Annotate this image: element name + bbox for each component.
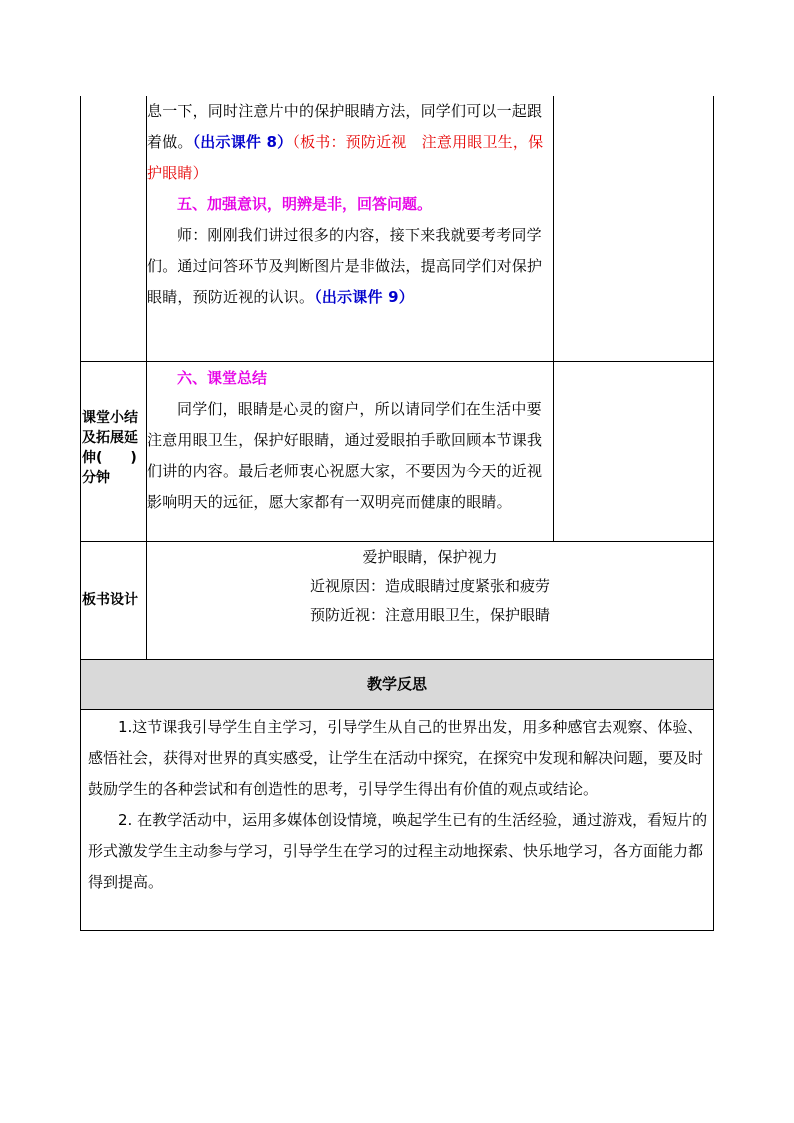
summary-paragraph: 同学们，眼睛是心灵的窗户，所以请同学们在生活中要注意用眼卫生，保护好眼睛，通过爱眼拍手歌回顾本节课我们讲的内容。最后老师衷心祝愿大家，不要因为今天的近视影响明天的远征，愿大家都有一双明亮而健康的眼睛。 [147,400,543,511]
summary-label: 课堂小结及拓展延伸( )分钟 [82,410,138,486]
board-design-content [147,543,713,630]
courseware-9-cue: （出示课件 9） [314,288,414,306]
reflection-paragraph-1: 1.这节课我引导学生自主学习，引导学生从自己的世界出发，用多种感官去观察、体验、感悟社会，获得对世界的真实感受，让学生在活动中探究，在探究中发现和解决问题，要及时鼓励学生的各种尝试和有创造性的思考，引导学生得出有价值的观点或结论。 [88,718,704,798]
board-line-3: 预防近视：注意用眼卫生，保护眼睛 [309,606,550,624]
courseware-8-cue: （出示课件 8） [192,133,293,151]
table-border-bottom [80,930,714,931]
row-divider-1 [80,361,714,362]
lesson-content-cell [147,96,553,313]
board-line-1: 爱护眼睛，保护视力 [362,548,498,566]
heading-section-6: 六、课堂总结 [177,369,268,387]
table-border-right [713,96,714,931]
summary-content-cell [147,363,553,518]
heading-section-5: 五、加强意识，明辨是非，回答问题。 [177,195,433,213]
row-divider-2 [80,541,714,542]
paragraph-2 [147,220,553,313]
table-border-left [80,96,81,931]
board-design-label: 板书设计 [82,592,138,608]
row-divider-4 [80,709,714,710]
reflection-title: 教学反思 [366,675,427,693]
paragraph-2-text: 师：刚刚我们讲过很多的内容，接下来我就要考考同学们。通过问答环节及判断图片是非做法，提高同学们对保护眼睛，预防近视的认识。 [147,226,543,306]
reflection-header [81,660,713,709]
board-note: （板书：预防近视 注意用眼卫生，保护眼睛） [147,133,544,182]
paragraph-1 [147,96,553,189]
paragraph-1-text: 息一下，同时注意片中的保护眼睛方法，同学们可以一起跟着做。 [147,102,543,151]
notes-column-divider [553,96,554,542]
board-line-2: 近视原因：造成眼睛过度紧张和疲劳 [309,577,550,595]
reflection-paragraph-2: 2. 在教学活动中，运用多媒体创设情境，唤起学生已有的生活经验，通过游戏，看短片的形式激发学生主动参与学习，引导学生在学习的过程主动地探索、快乐地学习，各方面能力都得到提高。 [88,811,708,891]
reflection-content [88,712,708,898]
